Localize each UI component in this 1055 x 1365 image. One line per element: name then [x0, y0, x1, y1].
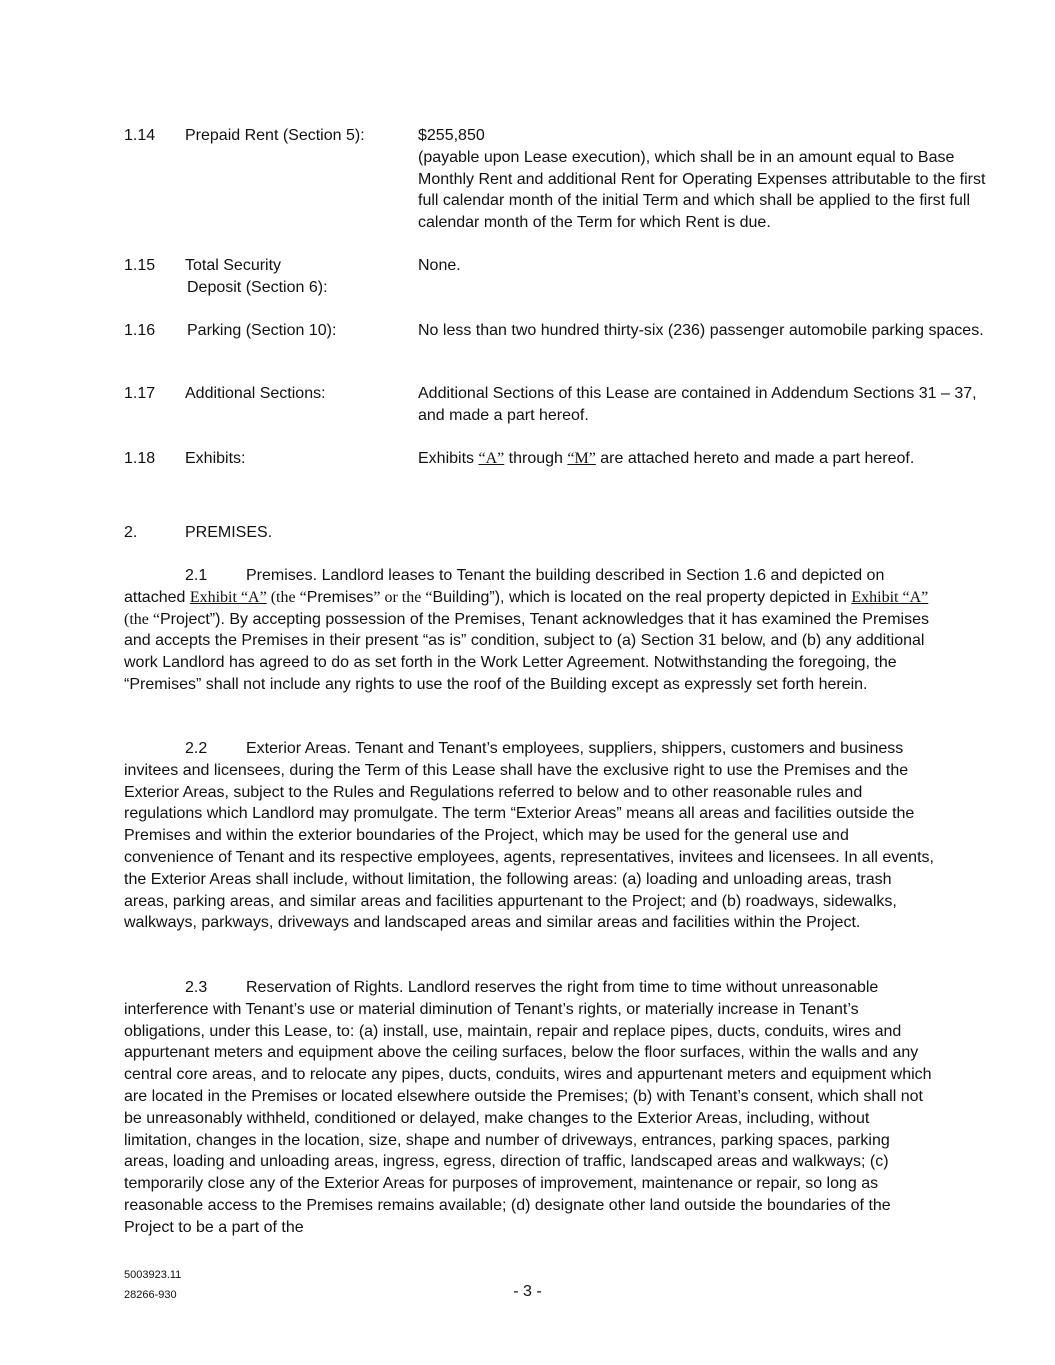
paragraph-number: 2.3 — [185, 979, 208, 996]
defined-term-premises: Premises — [306, 588, 374, 606]
term-label: Prepaid Rent (Section 5): — [185, 127, 365, 144]
term-number: 1.17 — [124, 385, 156, 402]
paragraph-heading: Reservation of Rights. — [246, 979, 404, 996]
term-value: Additional Sections of this Lease are contained in Addendum Sections 31 – 37, and made a part hereof. — [418, 385, 977, 424]
term-label-line: Total Security — [185, 257, 282, 274]
term-value — [418, 448, 1004, 470]
term-label: Parking (Section 10): — [187, 322, 337, 339]
term-label — [185, 255, 415, 299]
term-value: None. — [418, 257, 461, 274]
page-number: - 3 - — [513, 1283, 542, 1300]
prepaid-rent-description: (payable upon Lease execution), which shall be in an amount equal to Base Monthly Rent and additional Rent for Operating Expenses attributable to the first full calendar month of the initial Term and which shall be applied to the first full calendar month of the Term for which Rent is due. — [418, 148, 986, 232]
defined-term-exterior-areas: Exterior Areas — [515, 805, 617, 823]
paragraph-text: ”), which is located on the real property depicted in — [489, 588, 852, 606]
exhibits-text: Exhibits — [418, 450, 479, 467]
section-number: 2. — [124, 524, 138, 541]
defined-term-project: Project — [159, 610, 210, 628]
paragraph-2-2 — [124, 738, 934, 934]
paragraph-text: ” means all areas and facilities outside the Premises and within the exterior boundaries of the Project, which may be used for the general use and convenience of Tenant and its respective employees, agents, representatives, invitees and licensees. In all events, the Exterior Areas shall include, without limitation, the following areas: (a) loading and unloading areas, trash areas, parking areas, and similar areas and facilities appurtenant to the Project; and (b) roadways, sidewalks, walkways, parkways, driveways and landscaped areas and similar areas and facilities within the Project. — [124, 805, 934, 932]
term-number: 1.15 — [124, 257, 156, 274]
paragraph-text: Landlord reserves the right from time to time without unreasonable interference with Tenant’s use or material diminution of Tenant’s rights, or materially increase in Tenant’s obligations, under this Lease, to: (a) install, use, maintain, repair and replace pipes, ducts, conduits, wires and appurtenant meters and equipment above the ceiling surfaces, below the floor surfaces, within the walls and any central core areas, and to relocate any pipes, ducts, conduits, wires and appurtenant meters and equipment which are located in the Premises or located elsewhere outside the Premises; (b) with Tenant’s consent, which shall not be unreasonably withheld, conditioned or delayed, make changes to the Exterior Areas, including, without limitation, changes in the location, size, shape and number of driveways, entrances, parking spaces, parking areas, loading and unloading areas, ingress, egress, direction of traffic, landscaped areas and walkways; (c) temporarily close any of the Exterior Areas for purposes of improvement, maintenance or repair, so long as reasonable access to the Premises remains available; (d) designate other land outside the boundaries of the Project to be a part of the — [124, 979, 932, 1236]
footer-matter-number: 28266-930 — [124, 1289, 177, 1301]
paragraph-2-1 — [124, 565, 934, 696]
term-value: No less than two hundred thirty-six (236) passenger automobile parking spaces. — [418, 322, 984, 339]
paragraph-text: Landlord leases to Tenant the building described in Section 1.6 and depicted on attached — [124, 567, 885, 606]
term-number: 1.18 — [124, 450, 156, 467]
term-value — [418, 125, 1004, 234]
paragraph-heading: Exterior Areas. — [246, 740, 351, 757]
paragraph-number: 2.2 — [185, 740, 208, 757]
exhibits-text: are attached hereto and made a part hereof. — [595, 450, 915, 467]
paragraph-text: ”). By accepting possession of the Premises, Tenant acknowledges that it has examined the Premises and accepts the Premises in their present “as is” condition, subject to (a) Section 31 below, and (b) any additional work Landlord has agreed to do as set forth in the Work Letter Agreement. Notwithstanding the foregoing, the “Premises” shall not include any rights to use the roof of the Building except as expressly set forth herein. — [124, 610, 929, 693]
paragraph-text: (the “ — [266, 588, 307, 606]
paragraph-text: (the “ — [124, 610, 160, 628]
prepaid-rent-amount: $255,850 — [418, 127, 485, 144]
term-label: Exhibits: — [185, 450, 246, 467]
section-title: PREMISES. — [185, 524, 273, 541]
exhibit-m-reference: “M” — [567, 450, 596, 467]
exhibit-a-reference: Exhibit “A” — [189, 588, 267, 606]
paragraph-text: ” or the “ — [373, 588, 433, 606]
paragraph-number: 2.1 — [185, 567, 208, 584]
exhibits-text: through — [504, 450, 568, 467]
term-number: 1.16 — [124, 322, 156, 339]
defined-term-building: Building — [432, 588, 490, 606]
paragraph-2-3 — [124, 977, 934, 1239]
term-number: 1.14 — [124, 127, 156, 144]
footer-document-number: 5003923.11 — [124, 1269, 182, 1281]
term-label: Additional Sections: — [185, 385, 326, 402]
paragraph-heading: Premises. — [246, 567, 318, 584]
paragraph-text: Tenant and Tenant’s employees, suppliers, shippers, customers and business invitees and licensees, during the Term of this Lease shall have the exclusive right to use the Premises and the Exterior Areas, subject to the Rules and Regulations referred to below and to other reasonable rules and regulations which Landlord may promulgate. The term “ — [124, 740, 909, 823]
exhibit-a-reference: Exhibit “A” — [851, 588, 929, 606]
exhibit-a-reference: “A” — [478, 450, 505, 467]
term-label-line: Deposit (Section 6): — [187, 278, 328, 296]
